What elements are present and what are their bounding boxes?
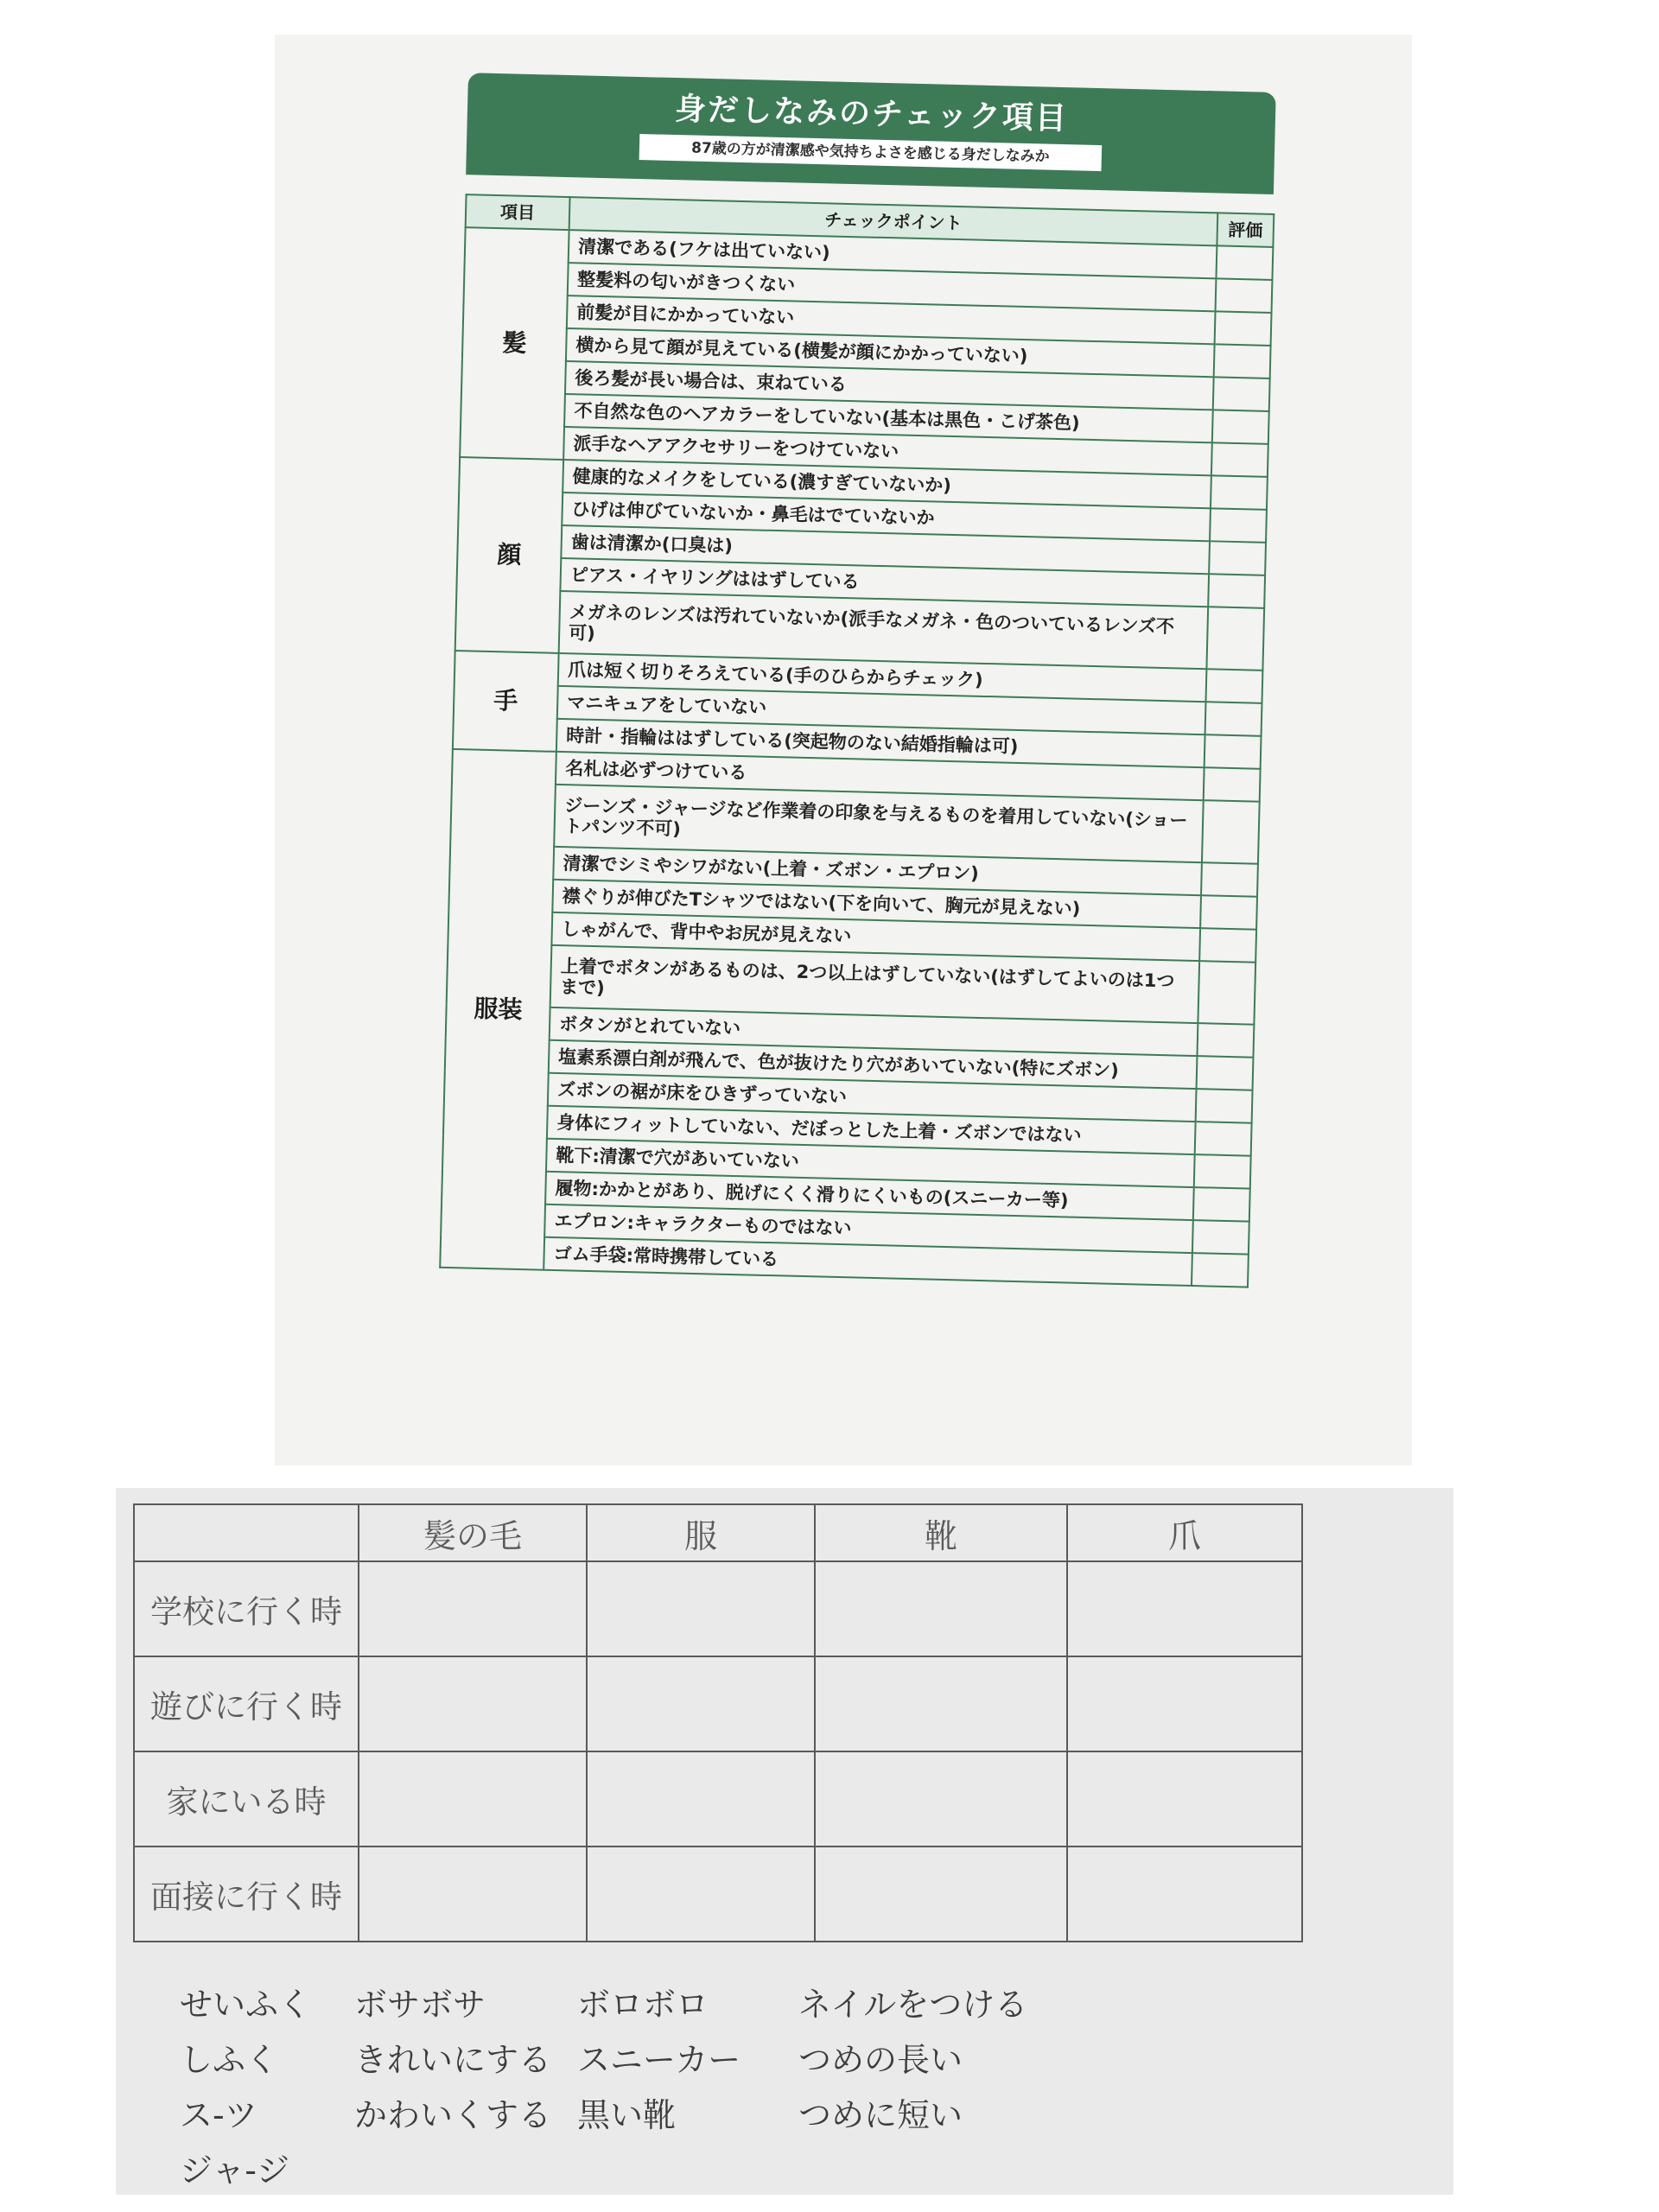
evaluation-cell[interactable] [1192,1253,1249,1287]
evaluation-cell[interactable] [1211,475,1268,510]
checklist-body [440,227,1273,1287]
check-point: 履物:かかとがあり、脱げにくく滑りにくいもの(スニーカー等) [545,1172,1194,1220]
word-bank-word: ボサボサ [354,1986,486,2024]
category-label: 手 [453,651,559,752]
word-bank [180,1977,1044,2190]
check-point: ズボンの裾が床をひきずっていない [548,1073,1197,1122]
evaluation-cell[interactable] [1212,410,1269,444]
answer-cell[interactable] [815,1561,1067,1656]
answer-cell[interactable] [359,1847,587,1942]
word-bank-word: つめに短い [798,2096,963,2134]
word-bank-column [180,1977,311,2198]
checklist-sheet-content [257,21,1429,1479]
word-bank-word: 黒い靴 [577,2096,677,2134]
answer-cell[interactable] [1067,1561,1302,1656]
check-point: 歯は清潔か(口臭は) [561,525,1210,574]
check-point: 横から見て顔が見えている(横髪が顔にかかっていない) [566,328,1215,377]
evaluation-cell[interactable] [1213,377,1270,411]
evaluation-cell[interactable] [1196,1089,1253,1123]
worksheet-row-label: 面接に行く時 [134,1847,359,1942]
check-point: 名札は必ずつけている [556,752,1205,800]
check-point: しゃがんで、背中やお尻が見えない [551,912,1200,961]
check-point: ピアス・イヤリングははずしている [560,558,1209,607]
worksheet-row-label: 学校に行く時 [134,1561,359,1656]
word-bank-word: ネイルをつける [798,1986,1028,2024]
evaluation-cell[interactable] [1192,1220,1249,1255]
evaluation-cell[interactable] [1216,278,1273,313]
evaluation-cell[interactable] [1211,442,1268,477]
worksheet-row [134,1751,1302,1847]
answer-cell[interactable] [1067,1847,1302,1942]
answer-cell[interactable] [815,1847,1067,1942]
checklist-banner [466,73,1276,194]
check-point: 不自然な色のヘアカラーをしていない(基本は黒色・こげ茶色) [564,394,1213,442]
evaluation-cell[interactable] [1216,245,1273,280]
header-item: 項目 [466,194,570,230]
check-point: エプロン:キャラクターものではない [544,1205,1193,1253]
worksheet-corner-cell [134,1504,359,1561]
word-bank-word: かわいくする [354,2096,552,2134]
check-point: ボタンがとれていない [550,1007,1198,1056]
category-label: 服装 [440,749,556,1270]
check-point: 塩素系漂白剤が飛んで、色が抜けたり穴があいていない(特にズボン) [549,1040,1198,1089]
worksheet-row [134,1561,1302,1656]
worksheet-row-label: 遊びに行く時 [134,1656,359,1751]
worksheet-row [134,1656,1302,1751]
check-point: 清潔でシミやシワがない(上着・ズボン・エプロン) [553,847,1202,895]
worksheet-sheet [116,1488,1453,2195]
check-point: 上着でボタンがあるものは、2つ以上はずしていない(はずしてよいのは1つまで) [550,945,1200,1023]
worksheet-col-shoes: 靴 [815,1504,1067,1561]
word-bank-column [798,1977,1027,2143]
category-label: 顔 [455,457,563,653]
evaluation-cell[interactable] [1195,1122,1252,1156]
header-eval: 評価 [1217,213,1274,247]
word-bank-word: ジャ-ジ [180,2152,289,2190]
check-point: 身体にフィットしていない、だぼっとした上着・ズボンではない [547,1106,1196,1154]
check-point: 前髪が目にかかっていない [567,296,1216,344]
check-point: 整髪料の匂いがきつくない [568,263,1217,311]
evaluation-cell[interactable] [1198,961,1255,1025]
check-point: マニキュアをしていない [557,686,1206,734]
check-point: 時計・指輪ははずしている(突起物のない結婚指輪は可) [556,719,1205,767]
word-bank-word: しふく [180,2041,279,2079]
evaluation-cell[interactable] [1214,344,1271,378]
worksheet-col-nails: 爪 [1067,1504,1302,1561]
evaluation-cell[interactable] [1194,1154,1251,1189]
worksheet-col-hair: 髪の毛 [359,1504,587,1561]
check-point: ゴム手袋:常時携帯している [543,1237,1192,1286]
word-bank-word: ボロボロ [577,1986,709,2024]
word-bank-word: きれいにする [354,2041,552,2079]
check-point: ひげは伸びていないか・鼻毛はでていないか [562,493,1211,541]
check-point: メガネのレンズは汚れていないか(派手なメガネ・色のついているレンズ不可) [559,591,1209,669]
checklist-sheet [275,35,1412,1465]
evaluation-cell[interactable] [1193,1187,1250,1222]
word-bank-word: ス-ツ [180,2096,257,2134]
answer-cell[interactable] [359,1656,587,1751]
check-point: 健康的なメイクをしている(濃すぎていないか) [563,460,1211,508]
check-point: 後ろ髪が長い場合は、束ねている [565,361,1214,410]
worksheet-row-label: 家にいる時 [134,1751,359,1847]
evaluation-cell[interactable] [1209,541,1266,575]
evaluation-cell[interactable] [1202,800,1260,864]
answer-cell[interactable] [359,1561,587,1656]
evaluation-cell[interactable] [1205,734,1262,769]
word-bank-column [577,1977,741,2143]
answer-cell[interactable] [587,1847,815,1942]
answer-cell[interactable] [587,1751,815,1847]
evaluation-cell[interactable] [1208,574,1265,608]
answer-cell[interactable] [815,1656,1067,1751]
check-point: 清潔である(フケは出ていない) [569,230,1217,278]
worksheet-header-row [134,1504,1302,1561]
checklist-title: 身だしなみのチェック項目 [674,92,1069,137]
word-bank-word: つめの長い [798,2041,963,2079]
check-point: 派手なヘアアクセサリーをつけていない [563,427,1212,475]
evaluation-cell[interactable] [1215,311,1272,346]
evaluation-cell[interactable] [1204,767,1261,802]
checklist-table [439,194,1274,1288]
header-point: チェックポイント [569,197,1218,245]
answer-cell[interactable] [1067,1751,1302,1847]
worksheet-col-clothes: 服 [587,1504,815,1561]
evaluation-cell[interactable] [1197,1023,1254,1058]
word-bank-column [354,1977,551,2143]
check-point: 襟ぐりが伸びたTシャツではない(下を向いて、胸元が見えない) [552,880,1201,928]
check-point: 靴下:清潔で穴があいていない [546,1139,1195,1187]
evaluation-cell[interactable] [1210,508,1267,543]
answer-cell[interactable] [587,1656,815,1751]
worksheet-table [133,1503,1303,1942]
check-point: 爪は短く切りそろえている(手のひらからチェック) [558,653,1207,702]
worksheet-body [134,1561,1302,1942]
evaluation-cell[interactable] [1201,862,1258,897]
category-label: 髪 [460,227,569,460]
worksheet-row [134,1847,1302,1942]
evaluation-cell[interactable] [1200,895,1257,930]
evaluation-cell[interactable] [1205,702,1262,736]
word-bank-word: スニーカー [577,2041,741,2079]
check-point: ジーンズ・ジャージなど作業着の印象を与えるものを着用していない(ショートパンツ不可) [554,785,1204,862]
word-bank-word: せいふく [180,1986,312,2024]
checklist-subtitle: 87歳の方が清潔感や気持ちよさを感じる身だしなみか [639,134,1103,171]
answer-cell[interactable] [1067,1656,1302,1751]
answer-cell[interactable] [359,1751,587,1847]
evaluation-cell[interactable] [1199,928,1256,963]
evaluation-cell[interactable] [1205,669,1262,703]
evaluation-cell[interactable] [1206,607,1264,671]
evaluation-cell[interactable] [1197,1056,1254,1090]
answer-cell[interactable] [815,1751,1067,1847]
answer-cell[interactable] [587,1561,815,1656]
